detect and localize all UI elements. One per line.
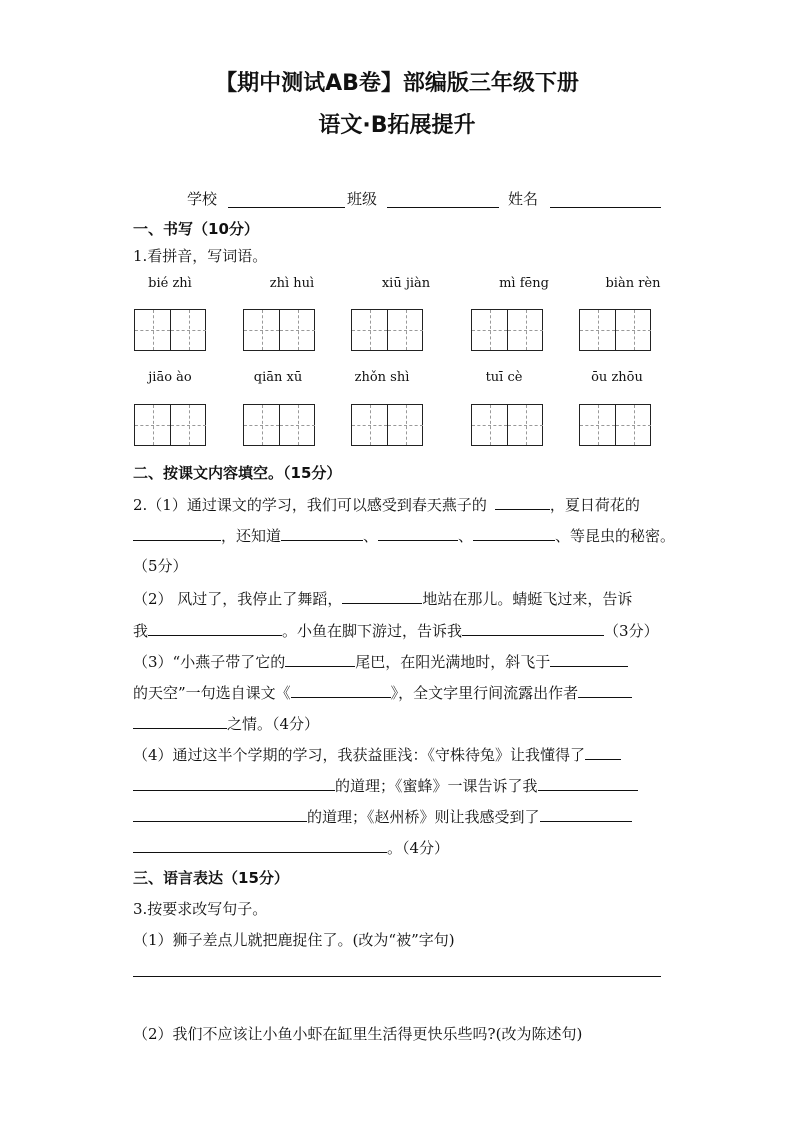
question-line (133, 805, 632, 827)
writing-grid[interactable] (471, 404, 543, 446)
question-text: 、等昆虫的秘密。 (555, 527, 676, 545)
question-text: 之情。（4分） (227, 715, 320, 733)
question-text: 。小鱼在脚下游过，告诉我 (282, 622, 463, 640)
pinyin-label: zhǒn shì (354, 370, 410, 385)
answer-blank[interactable] (540, 805, 632, 822)
writing-grid[interactable] (243, 404, 315, 446)
pinyin-label: xiū jiàn (381, 276, 431, 291)
question-text: （3）“小燕子带了它的 (133, 653, 286, 671)
question-text: 的天空”一句选自课文《 (133, 684, 291, 702)
answer-blank[interactable] (473, 524, 555, 541)
writing-grid[interactable] (351, 404, 423, 446)
answer-blank[interactable] (495, 493, 550, 510)
question-line (133, 587, 632, 609)
section-heading: 二、按课文内容填空。（15分） (133, 464, 342, 482)
question-text: 尾巴，在阳光满地时，斜飞于 (355, 653, 551, 671)
section-heading: 一、书写（10分） (133, 220, 259, 238)
question-text: （1）狮子差点儿就把鹿捉住了。(改为“被”字句) (133, 931, 455, 949)
answer-blank[interactable] (538, 774, 638, 791)
exam-title: 【期中测试AB卷】部编版三年级下册 (215, 71, 579, 96)
answer-blank[interactable] (133, 836, 387, 853)
question-line (133, 650, 628, 672)
question-text: 地站在那儿。蜻蜓飞过来，告诉 (422, 590, 633, 608)
question-text: 的道理；《蜜蜂》一课告诉了我 (335, 777, 538, 795)
question-line (133, 619, 659, 641)
writing-grid[interactable] (351, 309, 423, 351)
answer-blank[interactable] (342, 587, 422, 604)
question-text: 2.（1）通过课文的学习，我们可以感受到春天燕子的 (133, 496, 487, 514)
question-text: （5分） (133, 557, 188, 575)
pinyin-label: zhì huì (269, 276, 315, 291)
writing-grid[interactable] (134, 404, 206, 446)
question-text: （4）通过这半个学期的学习，我获益匪浅：《守株待兔》让我懂得了 (133, 746, 586, 764)
answer-blank[interactable] (133, 524, 221, 541)
question-line (133, 836, 449, 858)
answer-blank[interactable] (133, 712, 227, 729)
question-text: ，夏日荷花的 (549, 496, 640, 514)
pinyin-label: bié zhì (148, 276, 192, 291)
writing-grid[interactable] (471, 309, 543, 351)
writing-grid[interactable] (579, 309, 651, 351)
question-line (133, 681, 632, 703)
school-field[interactable] (228, 207, 345, 208)
pinyin-label: tuī cè (485, 370, 523, 385)
pinyin-label: biàn rèn (605, 276, 661, 291)
question-text: 、 (458, 527, 474, 545)
answer-blank[interactable] (578, 681, 632, 698)
question-prompt: 1.看拼音，写词语。 (133, 247, 268, 265)
question-text: 我 (133, 622, 149, 640)
answer-blank[interactable] (291, 681, 391, 698)
question-text: （3分） (604, 622, 659, 640)
answer-blank[interactable] (148, 619, 282, 636)
question-line (133, 774, 638, 796)
answer-blank[interactable] (133, 805, 307, 822)
question-text: 》，全文字里行间流露出作者 (390, 684, 579, 702)
class-label: 班级 (347, 190, 378, 208)
writing-grid[interactable] (134, 309, 206, 351)
name-field[interactable] (550, 207, 661, 208)
question-line (133, 743, 621, 765)
exam-subtitle: 语文·B拓展提升 (318, 113, 476, 138)
writing-grid[interactable] (243, 309, 315, 351)
answer-blank[interactable] (378, 524, 458, 541)
name-label: 姓名 (508, 190, 539, 208)
answer-blank[interactable] (462, 619, 604, 636)
answer-blank[interactable] (281, 524, 363, 541)
question-line (133, 524, 675, 546)
question-text: 。（4分） (387, 839, 450, 857)
question-prompt: 3.按要求改写句子。 (133, 900, 268, 918)
question-line (133, 712, 319, 734)
question-text: 、 (363, 527, 379, 545)
answer-blank[interactable] (133, 774, 335, 791)
question-text: （2）我们不应该让小鱼小虾在缸里生活得更快乐些吗?(改为陈述句) (133, 1025, 583, 1043)
writing-grid[interactable] (579, 404, 651, 446)
answer-line[interactable] (133, 976, 661, 977)
school-label: 学校 (187, 190, 218, 208)
question-line (133, 493, 640, 515)
class-field[interactable] (387, 207, 499, 208)
pinyin-label: ōu zhōu (591, 370, 643, 385)
section-heading: 三、语言表达（15分） (133, 869, 289, 887)
answer-blank[interactable] (285, 650, 355, 667)
pinyin-label: mì fēng (499, 276, 549, 291)
answer-blank[interactable] (550, 650, 628, 667)
pinyin-label: qiān xū (253, 370, 303, 385)
question-text: （2） 风过了，我停止了舞蹈， (133, 590, 343, 608)
pinyin-label: jiāo ào (148, 370, 192, 385)
question-text: 的道理；《赵州桥》则让我感受到了 (307, 808, 540, 826)
question-text: ，还知道 (221, 527, 282, 545)
answer-blank[interactable] (585, 743, 621, 760)
